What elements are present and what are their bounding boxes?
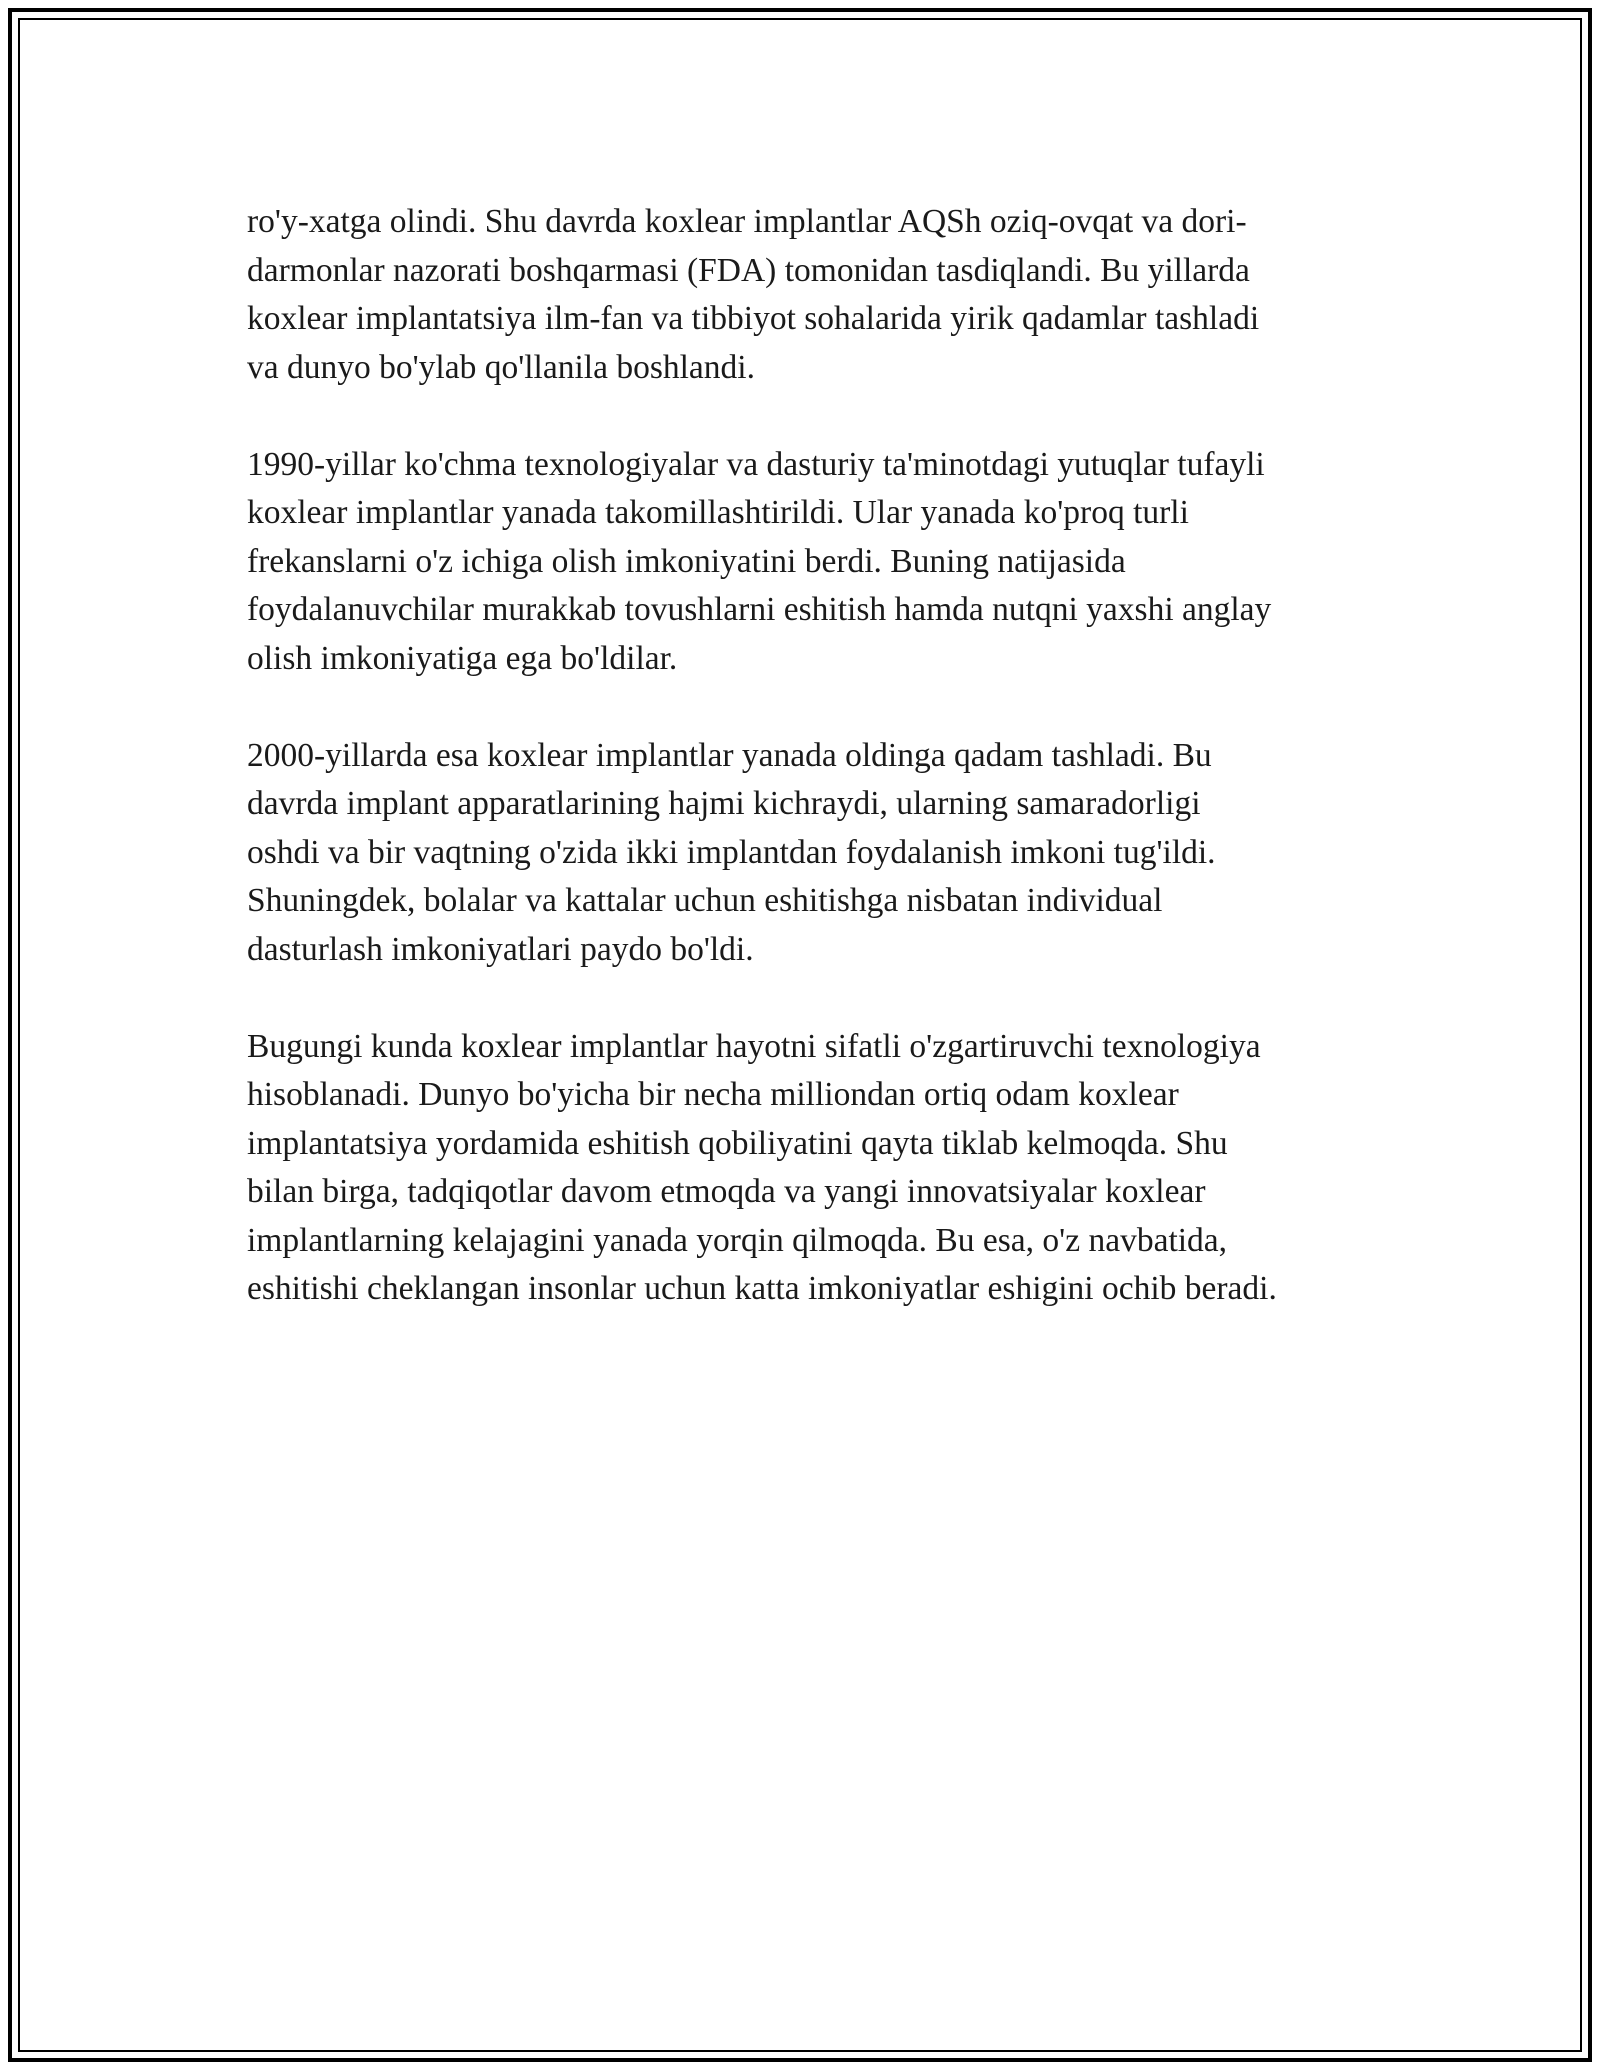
paragraph-1: ro'y-xatga olindi. Shu davrda koxlear implantlar AQSh oziq-ovqat va dori- darmonlar nazorati boshqarmasi (FDA) tomonidan tasdiqlandi. Bu yillarda koxlear implantatsiya ilm-fan va tibbiyot sohalarida yirik qadamlar tashladi va dunyo bo'ylab qo'llanila boshlandi. [247,203,1260,386]
paragraph-2: 1990-yillar ko'chma texnologiyalar va dasturiy ta'minotdagi yutuqlar tufayli koxlear implantlar yanada takomillashtirildi. Ular yanada ko'proq turli frekanslarni o'z ichiga olish imkoniyatini berdi. Buning natijasida foydalanuvchilar murakkab tovushlarni eshitish hamda nutqni yaxshi anglay olish imkoniyatiga ega bo'ldilar. [247,445,1272,677]
paragraph-4: Bugungi kunda koxlear implantlar hayotni sifatli o'zgartiruvchi texnologiya hisoblanadi. Dunyo bo'yicha bir necha milliondan ortiq odam koxlear implantatsiya yordamida eshitish qobiliyatini qayta tiklab kelmoqda. Shu bilan birga, tadqiqotlar davom etmoqda va yangi innovatsiyalar koxlear implantlarning kelajagini yanada yorqin qilmoqda. Bu esa, o'z navbatida, eshitishi cheklangan insonlar uchun katta imkoniyatlar eshigini ochib beradi. [247,1027,1277,1307]
paragraph-3: 2000-yillarda esa koxlear implantlar yanada oldinga qadam tashladi. Bu davrda implant apparatlarining hajmi kichraydi, ularning samaradorligi oshdi va bir vaqtning o'zida ikki implantdan foydalanish imkoni tug'ildi. Shuningdek, bolalar va kattalar uchun eshitishga nisbatan individual dasturlash imkoniyatlari paydo bo'ldi. [247,736,1216,968]
document-body [247,198,1382,1362]
page-frame [8,8,1592,2062]
